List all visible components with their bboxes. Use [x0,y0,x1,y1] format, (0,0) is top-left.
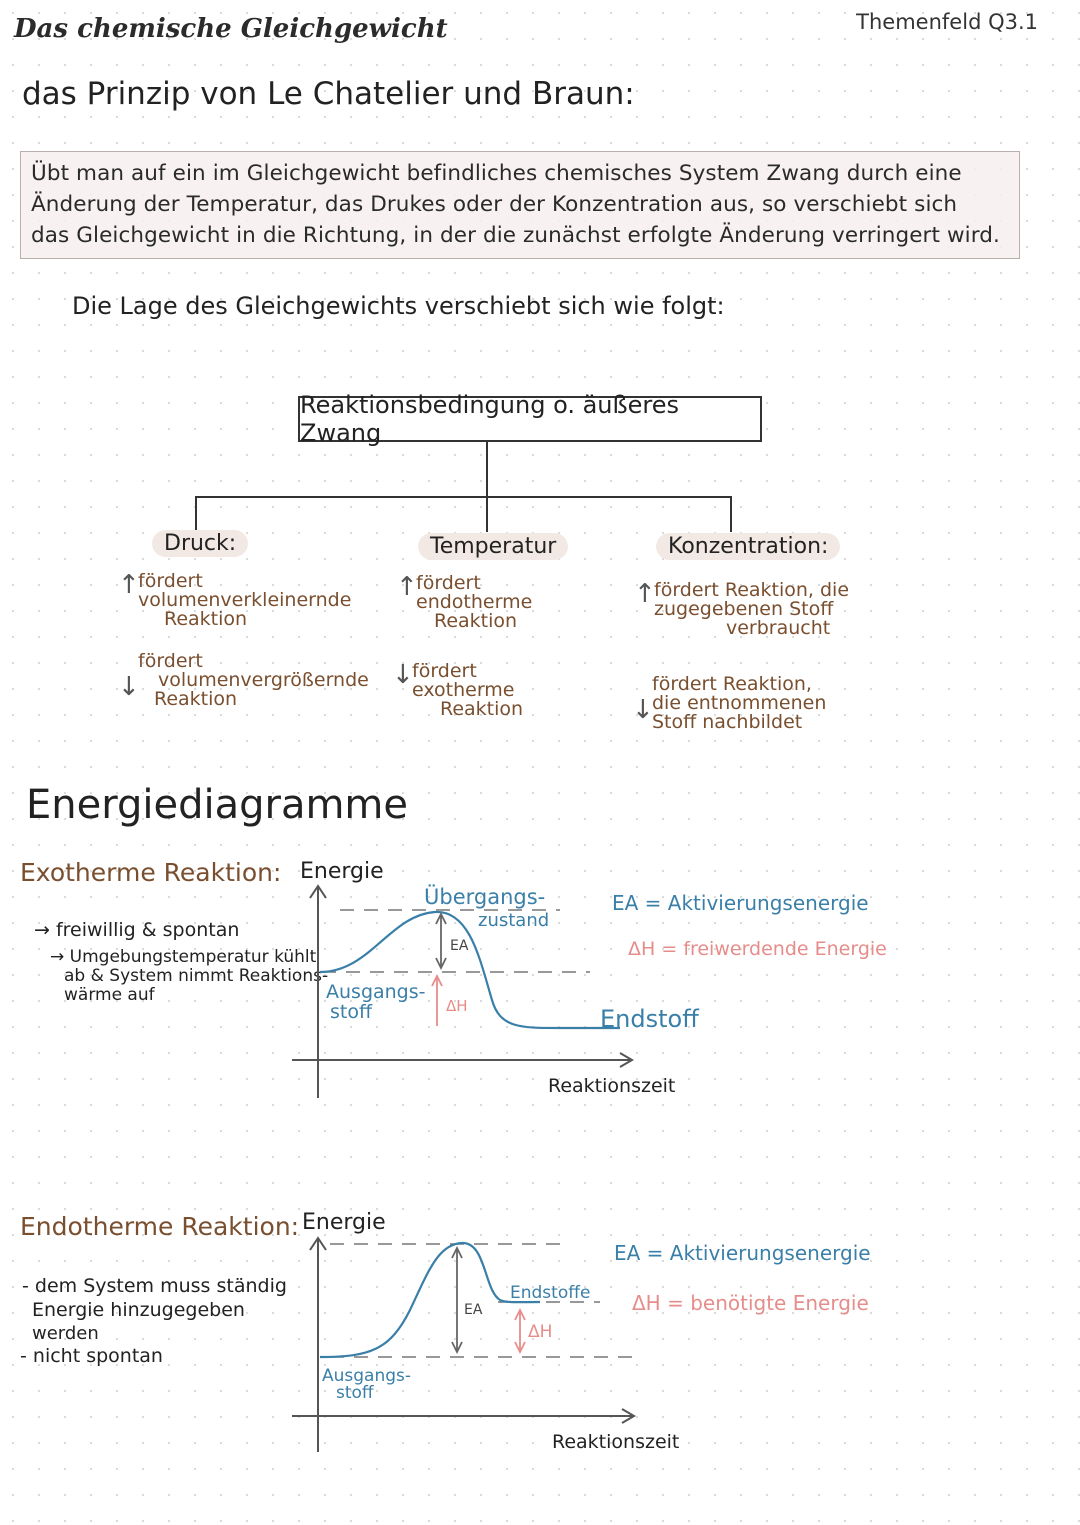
exo-legend-dh: ΔH = freiwerdende Energie [628,938,887,960]
exo-start-label-1: Ausgangs- [326,981,426,1003]
exo-note-4: wärme auf [64,985,155,1005]
principle-line-3: das Gleichgewicht in die Richtung, in der die zunächst erfolgte Änderung verringert wird. [31,223,1000,248]
concentration-decrease-effect: ↓ fördert Reaktion, die entnommenen Stoff nachbildet [632,673,827,733]
arrow-up-icon: ↑ [634,579,656,609]
arrow-down-icon: ↓ [632,695,654,725]
exo-diagram [292,859,887,1098]
exothermic-title: Exotherme Reaktion: [20,858,282,887]
temperature-decrease-effect: ↓ fördert exotherme Reaktion [392,660,524,720]
endo-note-3: werden [32,1323,99,1344]
endo-dh-label: ΔH [528,1322,553,1342]
principle-line-1: Übt man auf ein im Gleichgewicht befindliches chemisches System Zwang durch eine [31,161,962,186]
endo-diagram [292,1210,871,1453]
exo-legend-ea: EA = Aktivierungsenergie [612,891,869,915]
exo-transition-label-2: zustand [478,910,550,931]
exo-note-2: → Umgebungstemperatur kühlt [50,947,317,967]
endo-start-label-1: Ausgangs- [322,1366,412,1386]
branch-label-pressure: Druck: [152,530,248,557]
endo-note-1: - dem System muss ständig [22,1275,287,1297]
endo-note-2: Energie hinzugegeben [32,1299,245,1321]
exo-transition-label-1: Übergangs- [424,885,546,909]
principle-line-2: Änderung der Temperatur, das Drukes oder der Konzentration aus, so verschiebt sich [31,192,958,217]
exo-note-3: ab & System nimmt Reaktions- [64,966,329,986]
arrow-down-icon: ↓ [118,672,140,702]
arrow-down-icon: ↓ [392,660,414,690]
concentration-increase-effect: ↑ fördert Reaktion, die zugegebenen Stoff verbraucht [634,579,850,639]
endo-energy-curve [320,1243,540,1357]
branch-label-temperature: Temperatur [418,533,568,560]
exo-note-1: → freiwillig & spontan [34,919,240,941]
pressure-increase-effect: ↑ fördert volumenverkleinernde Reaktion [118,570,352,630]
pressure-decrease-effect: ↓ fördert volumenvergrößernde Reaktion [118,650,369,710]
endo-legend-ea: EA = Aktivierungsenergie [614,1241,871,1265]
endothermic-title: Endotherme Reaktion: [20,1212,300,1241]
branch-label-concentration: Konzentration: [656,533,840,560]
energy-diagrams-heading: Energiediagramme [26,782,408,828]
endo-note-4: - nicht spontan [20,1345,163,1367]
endo-ea-label: EA [464,1302,483,1318]
topic-label: Themenfeld Q3.1 [856,10,1038,34]
exo-end-label: Endstoff [600,1005,699,1033]
exo-y-label: Energie [300,859,384,884]
exo-ea-label: EA [450,938,469,954]
endo-legend-dh: ΔH = benötigte Energie [632,1291,869,1315]
shift-intro: Die Lage des Gleichgewichts verschiebt sich wie folgt: [72,292,725,320]
endo-start-label-2: stoff [336,1383,374,1403]
exo-x-label: Reaktionszeit [548,1075,676,1097]
exo-dh-label: ΔH [446,997,468,1015]
endo-x-label: Reaktionszeit [552,1431,680,1453]
endo-y-label: Energie [302,1210,386,1235]
tree-root-box: Reaktionsbedingung o. äußeres Zwang [298,396,762,442]
arrow-up-icon: ↑ [396,572,418,602]
arrow-up-icon: ↑ [118,570,140,600]
page-title: Das chemische Gleichgewicht [14,14,448,44]
section-title-principle: das Prinzip von Le Chatelier und Braun: [22,76,635,112]
exo-start-label-2: stoff [330,1001,373,1023]
temperature-increase-effect: ↑ fördert endotherme Reaktion [396,572,533,632]
endo-end-label: Endstoffe [510,1283,591,1303]
